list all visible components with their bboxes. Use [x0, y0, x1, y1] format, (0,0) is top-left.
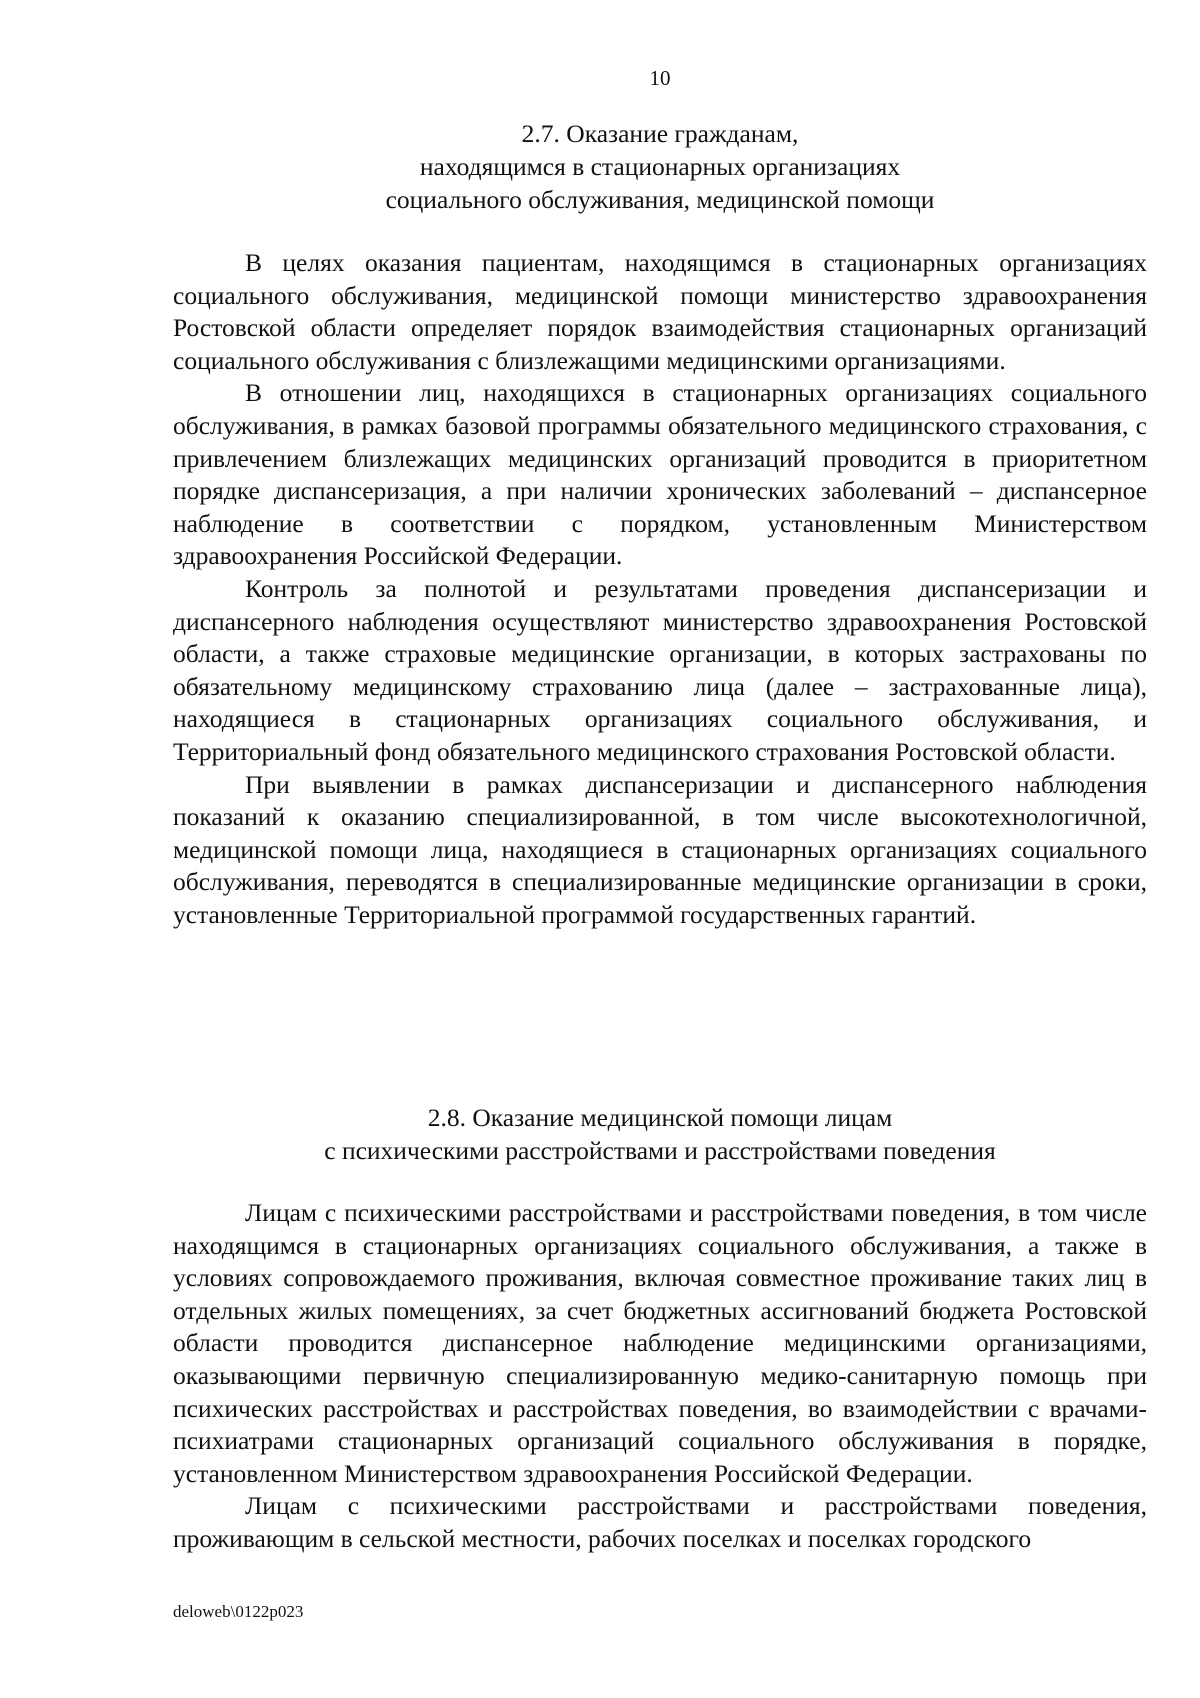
section-2-7-body: [173, 247, 1147, 931]
section-2-8-body: [173, 1197, 1147, 1556]
page-number: 10: [649, 66, 671, 90]
paragraph: Лицам с психическими расстройствами и расстройствами поведения, проживающим в сельской местности, рабочих поселках и поселках городского: [173, 1491, 1147, 1553]
section-2-7-heading: [0, 117, 1200, 216]
section-2-8-heading: [0, 1101, 1200, 1167]
section-2-7-heading-line: социального обслуживания, медицинской помощи: [385, 185, 935, 214]
section-2-7-heading-line: 2.7. Оказание гражданам,: [521, 119, 799, 148]
section-2-8-heading-line: с психическими расстройствами и расстройствами поведения: [324, 1136, 996, 1165]
paragraph: В целях оказания пациентам, находящимся в стационарных организациях социального обслуживания, медицинской помощи министерство здравоохранения Ростовской области определяет порядок взаимодействия стационарных организаций социального обслуживания с близлежащими медицинскими организациями.: [173, 248, 1147, 375]
document-code: deloweb\0122p023: [173, 1602, 304, 1621]
section-2-8-heading-line: 2.8. Оказание медицинской помощи лицам: [427, 1103, 893, 1132]
paragraph: В отношении лиц, находящихся в стационарных организациях социального обслуживания, в рамках базовой программы обязательного медицинского страхования, с привлечением близлежащих медицинских организаций проводится в приоритетном порядке диспансеризация, а при наличии хронических заболеваний – диспансерное наблюдение в соответствии с порядком, установленным Министерством здравоохранения Российской Федерации.: [173, 378, 1147, 571]
paragraph: При выявлении в рамках диспансеризации и диспансерного наблюдения показаний к оказанию специализированной, в том числе высокотехнологичной, медицинской помощи лица, находящиеся в стационарных организациях социального обслуживания, переводятся в специализированные медицинские организации в сроки, установленные Территориальной программой государственных гарантий.: [173, 769, 1147, 929]
paragraph: Лицам с психическими расстройствами и расстройствами поведения, в том числе находящимся в стационарных организациях социального обслуживания, а также в условиях сопровождаемого проживания, включая совместное проживание таких лиц в отдельных жилых помещениях, за счет бюджетных ассигнований бюджета Ростовской области проводится диспансерное наблюдение медицинскими организациями, оказывающими первичную специализированную медико-санитарную помощь при психических расстройствах и расстройствах поведения, во взаимодействии с врачами-психиатрами стационарных организаций социального обслуживания в порядке, установленном Министерством здравоохранения Российской Федерации.: [173, 1198, 1147, 1488]
paragraph: Контроль за полнотой и результатами проведения диспансеризации и диспансерного наблюдения осуществляют министерство здравоохранения Ростовской области, а также страховые медицинские организации, в которых застрахованы по обязательному медицинскому страхованию лица (далее – застрахованные лица), находящиеся в стационарных организациях социального обслуживания, и Территориальный фонд обязательного медицинского страхования Ростовской области.: [173, 573, 1147, 766]
section-2-7-heading-line: находящимся в стационарных организациях: [419, 152, 901, 181]
